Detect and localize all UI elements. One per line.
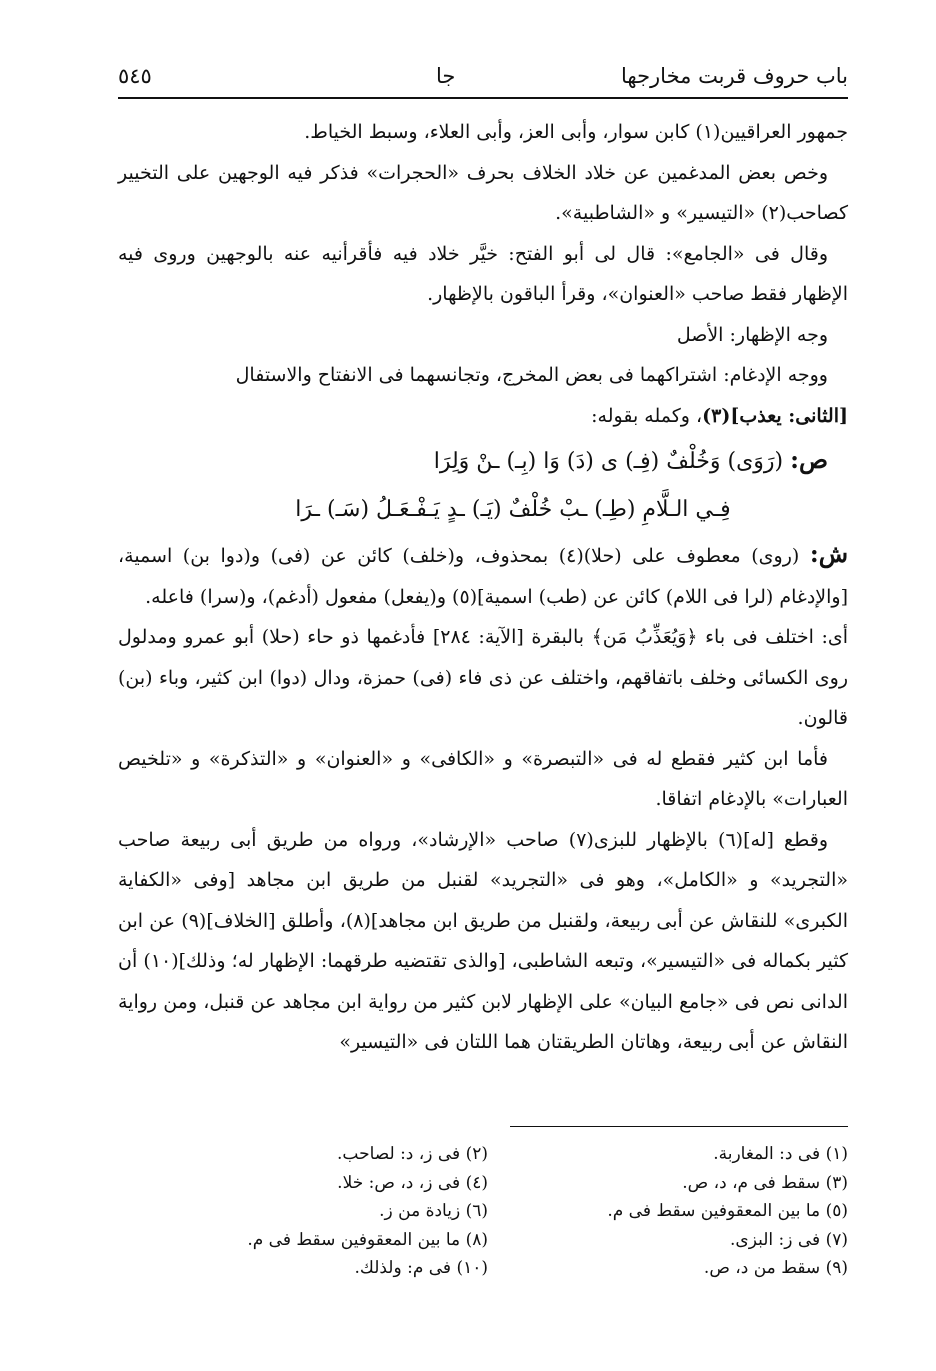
footnote-7: (٧) فى ز: البزى.: [730, 1229, 848, 1250]
paragraph-11: فأما ابن كثير فقطع له فى «التبصرة» و «الكافى» و «العنوان» و «التذكرة» و «تلخيص العبارات» بالإدغام اتفاقا.: [118, 747, 848, 810]
verse-line-1: [118, 436, 848, 486]
footnotes: [118, 1140, 848, 1290]
footnote-2: (٢) فى ز، د: لصاحب.: [336, 1144, 488, 1164]
footnote-10: (١٠) فى م: ولذلك.: [354, 1258, 488, 1278]
volume-label: جا: [436, 64, 456, 88]
footnote-rule: [510, 1126, 848, 1127]
paragraph-6-lead: [الثانى: يعذب](٣): [702, 404, 848, 427]
footnote-1: (١) فى د: المغاربة.: [713, 1144, 848, 1164]
footnote-4: (٤) فى ز، د، ص: خلا.: [337, 1172, 488, 1193]
paragraph-9-text: (روى) معطوف على (حلا)(٤) بمحذوف، و(خلف) كائن عن (فى) و(دوا بن) اسمية، [والإدغام (لرا فى اللام) كائن عن (طب) اسمية](٥) و(يفعل) مفعول (أدغم)، و(سرا) فاعله.: [118, 545, 848, 608]
commentary-marker: ش:: [809, 539, 849, 568]
footnote-3: (٣) سقط فى م، د، ص.: [682, 1172, 848, 1193]
paragraph-2: وخص بعض المدغمين عن خلاد الخلاف بحرف «الحجرات» فذكر فيه الوجهين على التخيير كصاحب(٢) «التيسير» و «الشاطبية».: [118, 161, 848, 224]
chapter-title: باب حروف قربت مخارجها: [620, 64, 848, 88]
paragraph-9: [118, 534, 848, 617]
verse-line-2: فِـي الـلَّامِ (طِـ) ـبْ خُلْفٌ (يَـ) ـدٍ يَـفْـعَـلُ (سَـ) ـرَا: [295, 497, 731, 522]
paragraph-4: وجه الإظهار: الأصل: [676, 323, 828, 346]
footnote-8: (٨) ما بين المعقوفين سقط فى م.: [247, 1229, 488, 1250]
header-rule: [118, 97, 848, 99]
footnote-9: (٩) سقط من د، ص.: [703, 1258, 848, 1278]
paragraph-6-text: ، وكمله بقوله:: [591, 404, 703, 427]
footnote-5: (٥) ما بين المعقوفين سقط فى م.: [607, 1201, 848, 1221]
paragraph-10: أى: اختلف فى باء ﴿وَيُعَذِّبُ مَن﴾ بالبقرة [الآية: ٢٨٤] فأدغمها ذو حاء (حلا) أبو عمرو ومدلول روى الكسائى وخلف باتفاقهم، واختلف عن ذى فاء (فى) حمزة، ودال (دوا) ابن كثير، وباء (بن) قالون.: [118, 626, 848, 729]
footnote-6: (٦) زيادة من ز.: [379, 1201, 488, 1221]
verse-line-1-text: (رَوَى) وَخُلْفٌ (فِـ) ى (دَ) وَا (بِـ) ـنْ وَلِرَا: [433, 449, 784, 474]
paragraph-5: ووجه الإدغام: اشتراكهما فى بعض المخرج، وتجانسهما فى الانفتاح والاستفال: [235, 364, 828, 386]
paragraph-1: جمهور العراقيين(١) كابن سوار، وأبى العز، وأبى العلاء، وسبط الخياط.: [304, 121, 848, 143]
paragraph-12: وقطع [له](٦) بالإظهار للبزى(٧) صاحب «الإرشاد»، ورواه من طريق أبى ربيعة صاحب «التجريد» و «الكامل»، وهو فى «التجريد» لقنبل من طريق ابن مجاهد [وفى «الكفاية الكبرى» للنقاش عن أبى ربيعة، ولقنبل من طريق ابن مجاهد](٨)، وأطلق [الخلاف](٩) عن ابن كثير بكماله فى «التيسير»، وتبعه الشاطبى، [والذى تقتضيه طرقهما: الإظهار له؛ وذلك](١٠) أن الدانى نص فى «جامع البيان» على الإظهار لابن كثير من رواية ابن مجاهد عن قنبل، ومن رواية النقاش عن أبى ربيعة، وهاتان الطريقتان هما اللتان فى «التيسير»: [118, 828, 849, 1053]
footnotes-column-left: [128, 1140, 488, 1283]
page-number: ٥٤٥: [118, 64, 152, 88]
paragraph-6: [118, 396, 848, 437]
main-text: [118, 112, 848, 1063]
footnotes-column-right: [518, 1140, 848, 1283]
verse-marker: ص:: [790, 445, 828, 474]
page-header: [118, 58, 848, 96]
paragraph-3: وقال فى «الجامع»: قال لى أبو الفتح: خيَّر خلاد فيه فأقرأنيه عنه بالوجهين وروى فيه الإظهار فقط صاحب «العنوان»، وقرأ الباقون بالإظهار.: [118, 242, 848, 305]
